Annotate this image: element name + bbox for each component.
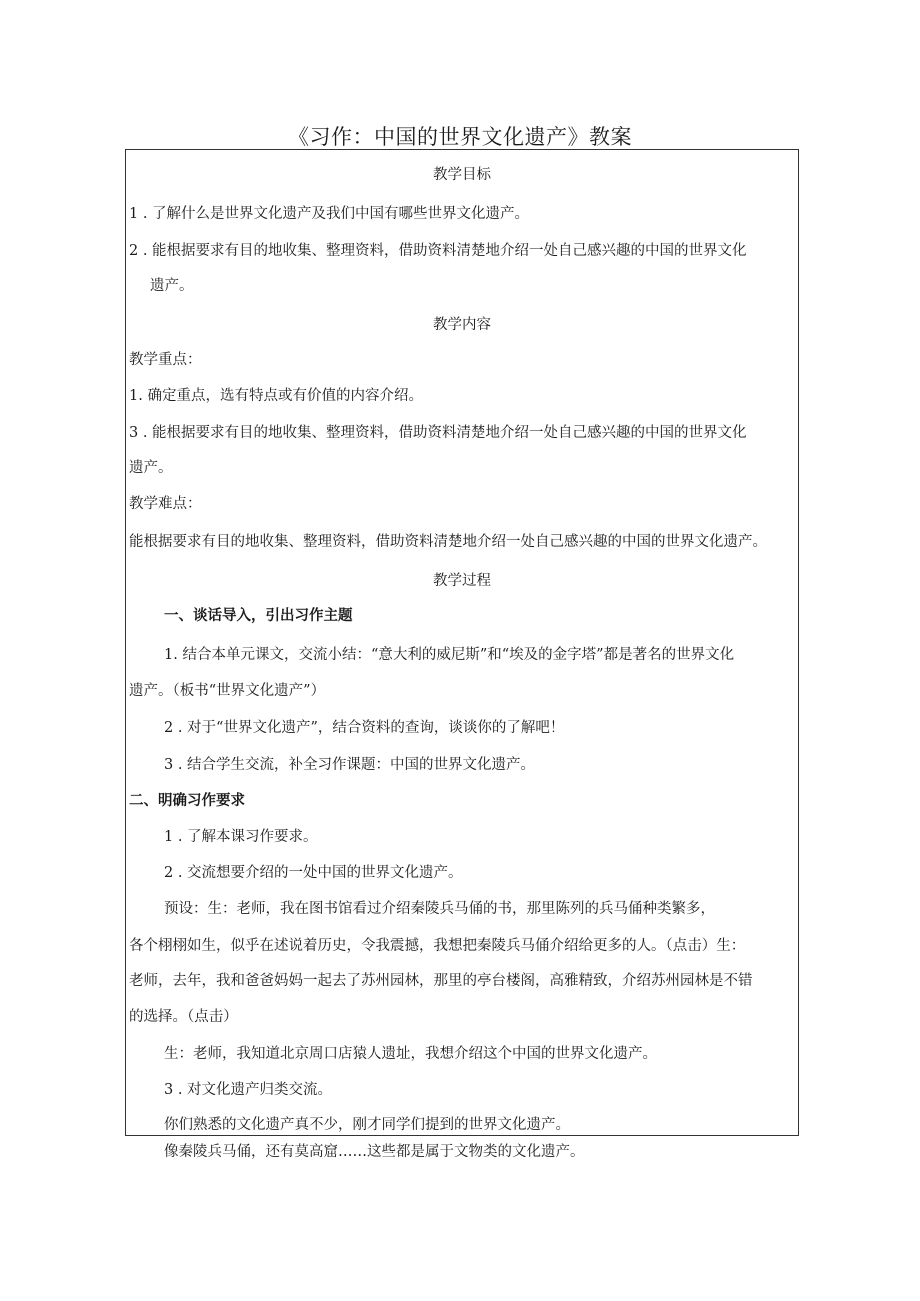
part-2-step-1: 1 . 了解本课习作要求。 [164, 829, 318, 845]
part-2-step-2: 2 . 交流想要介绍的一处中国的世界文化遗产。 [164, 865, 463, 881]
key-point-2-line-2: 遗产。 [129, 460, 173, 476]
part-2-step-3: 3 . 对文化遗产归类交流。 [164, 1082, 333, 1098]
part-2-heading: 二、明确习作要求 [129, 792, 245, 809]
difficulty-1: 能根据要求有目的地收集、整理资料，借助资料清楚地介绍一处自己感兴趣的中国的世界文化遗产。 [129, 534, 767, 550]
objectives-heading: 教学目标 [433, 167, 491, 183]
process-heading: 教学过程 [433, 573, 491, 589]
objective-1: 1 . 了解什么是世界文化遗产及我们中国有哪些世界文化遗产。 [129, 206, 530, 222]
part-2-step-4: 你们熟悉的文化遗产真不少，刚才同学们提到的世界文化遗产。 [164, 1117, 570, 1133]
after-table-text: 像秦陵兵马俑，还有莫高窟……这些都是属于文物类的文化遗产。 [164, 1144, 585, 1160]
key-points-heading: 教学重点： [129, 352, 202, 368]
objective-2-line-2: 遗产。 [150, 278, 194, 294]
key-point-2-line-1: 3 . 能根据要求有目的地收集、整理资料，借助资料清楚地介绍一处自己感兴趣的中国的世界文化 [129, 425, 747, 441]
difficulty-heading: 教学难点： [129, 496, 202, 512]
preset-line-2: 各个栩栩如生，似乎在述说着历史，令我震撼，我想把秦陵兵马俑介绍给更多的人。（点击）生： [129, 938, 746, 954]
preset-line-1: 预设：生：老师，我在图书馆看过介绍秦陵兵马俑的书，那里陈列的兵马俑种类繁多， [164, 901, 715, 917]
part-1-step-2: 2 . 对于“世界文化遗产”，结合资料的查询，谈谈你的了解吧！ [164, 720, 565, 736]
part-1-step-1-line-1: 1. 结合本单元课文，交流小结：“意大利的威尼斯”和“埃及的金字塔”都是著名的世界文化 [164, 647, 735, 663]
objective-2-line-1: 2 . 能根据要求有目的地收集、整理资料，借助资料清楚地介绍一处自己感兴趣的中国的世界文化 [129, 243, 747, 259]
part-1-step-3: 3 . 结合学生交流，补全习作课题：中国的世界文化遗产。 [164, 757, 536, 773]
part-1-heading: 一、谈话导入，引出习作主题 [164, 607, 353, 624]
student-statement: 生：老师，我知道北京周口店猿人遗址，我想介绍这个中国的世界文化遗产。 [164, 1046, 657, 1062]
preset-line-3: 老师，去年，我和爸爸妈妈一起去了苏州园林，那里的亭台楼阁，高雅精致，介绍苏州园林是不错 [129, 973, 753, 989]
preset-line-4: 的选择。（点击） [129, 1009, 238, 1025]
part-1-step-1-line-2: 遗产。（板书“世界文化遗产”） [129, 683, 326, 699]
key-point-1: 1. 确定重点，选有特点或有价值的内容介绍。 [129, 388, 423, 404]
document-title: 《习作：中国的世界文化遗产》教案 [288, 125, 632, 149]
content-heading: 教学内容 [433, 317, 491, 333]
